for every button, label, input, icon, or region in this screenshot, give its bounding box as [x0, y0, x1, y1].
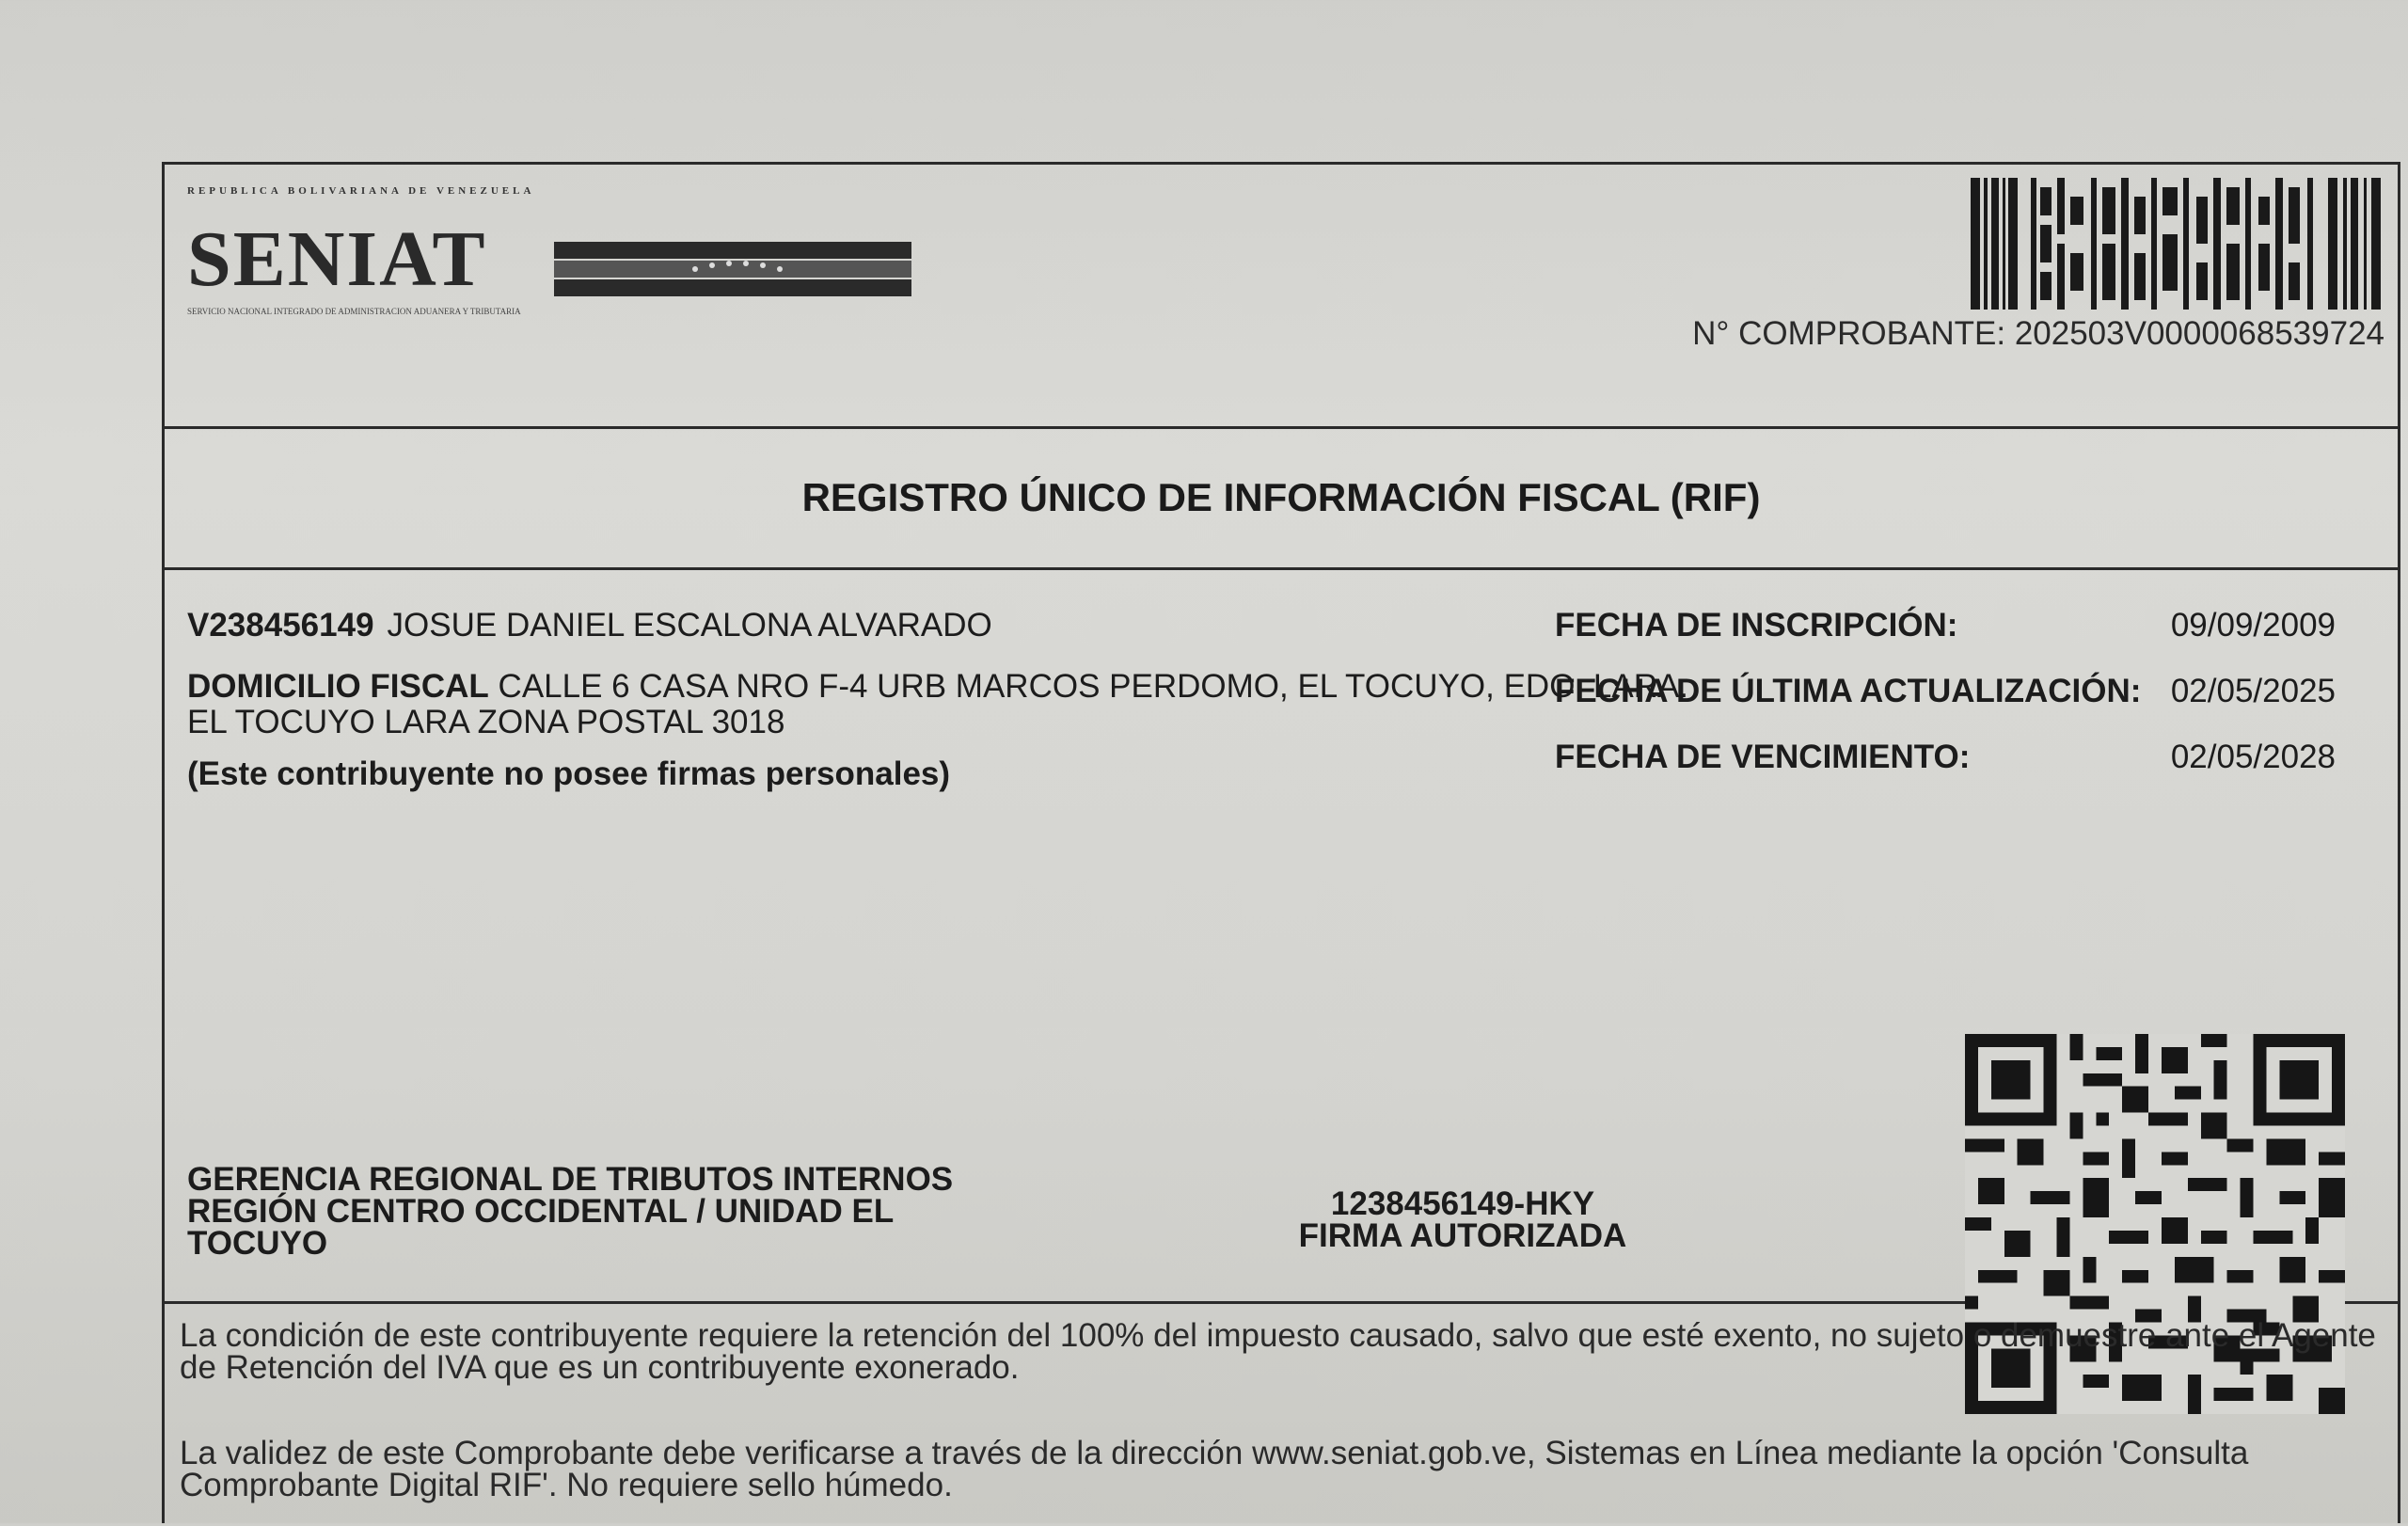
dates-block	[1555, 607, 2336, 804]
voucher-number	[1692, 315, 2384, 353]
voucher-label: N° COMPROBANTE:	[1692, 315, 2006, 352]
logo-subtext: SERVICIO NACIONAL INTEGRADO DE ADMINISTRACION ADUANERA Y TRIBUTARIA	[187, 307, 521, 316]
barcode-icon	[1971, 178, 2384, 310]
firmas-note: (Este contribuyente no posee firmas personales)	[187, 755, 951, 792]
title-section	[165, 426, 2398, 570]
taxpayer-line	[187, 607, 992, 644]
taxpayer-name: JOSUE DANIEL ESCALONA ALVARADO	[387, 607, 992, 644]
domicilio-value: CALLE 6 CASA NRO F-4 URB MARCOS PERDOMO, EL TOCUYO, EDO. LARA. EL TOCUYO LARA ZONA POSTAL 3018	[187, 668, 1689, 740]
date-row-vencimiento	[1555, 739, 2336, 804]
date-row-actualizacion	[1555, 673, 2336, 739]
body-section	[165, 567, 2398, 1304]
domicilio-label: DOMICILIO FISCAL	[187, 668, 489, 705]
date-row-inscripcion	[1555, 607, 2336, 673]
validity-note: La validez de este Comprobante debe verificarse a través de la dirección www.seniat.gob.ve, Sistemas en Línea mediante la opción 'Consulta Comprobante Digital RIF'. No requiere sello húmedo.	[180, 1435, 2249, 1503]
seniat-logo	[187, 185, 883, 326]
rif-certificate	[162, 162, 2400, 1523]
header-section	[165, 165, 2398, 429]
document-title: REGISTRO ÚNICO DE INFORMACIÓN FISCAL (RIF)	[801, 475, 1761, 519]
logo-wordmark: SENIAT	[187, 215, 487, 303]
date-value: 09/09/2009	[2170, 607, 2336, 644]
logo-top-text: REPUBLICA BOLIVARIANA DE VENEZUELA	[187, 185, 535, 197]
authorized-signature	[1199, 1185, 1726, 1254]
date-value: 02/05/2028	[2170, 739, 2336, 775]
date-value: 02/05/2025	[2170, 673, 2336, 709]
retention-note: La condición de este contribuyente requiere la retención del 100% del impuesto causado, salvo que esté exento, no sujeto o demuestre ante el Agente de Retención del IVA que es un contribuyente exonerado.	[180, 1317, 2376, 1386]
signature-code: 1238456149-HKY	[1330, 1185, 1595, 1222]
date-label: FECHA DE ÚLTIMA ACTUALIZACIÓN:	[1555, 673, 2142, 709]
date-label: FECHA DE VENCIMIENTO:	[1555, 739, 1971, 775]
issuing-office: GERENCIA REGIONAL DE TRIBUTOS INTERNOS REGIÓN CENTRO OCCIDENTAL / UNIDAD EL TOCUYO	[187, 1161, 954, 1262]
voucher-value: 202503V0000068539724	[2014, 315, 2384, 352]
signature-label: FIRMA AUTORIZADA	[1298, 1217, 1627, 1254]
logo-flag-icon	[554, 242, 911, 296]
domicilio-fiscal	[187, 669, 1711, 740]
rif-number: V238456149	[187, 607, 374, 644]
footer-section	[165, 1301, 2398, 1526]
date-label: FECHA DE INSCRIPCIÓN:	[1555, 607, 1958, 644]
